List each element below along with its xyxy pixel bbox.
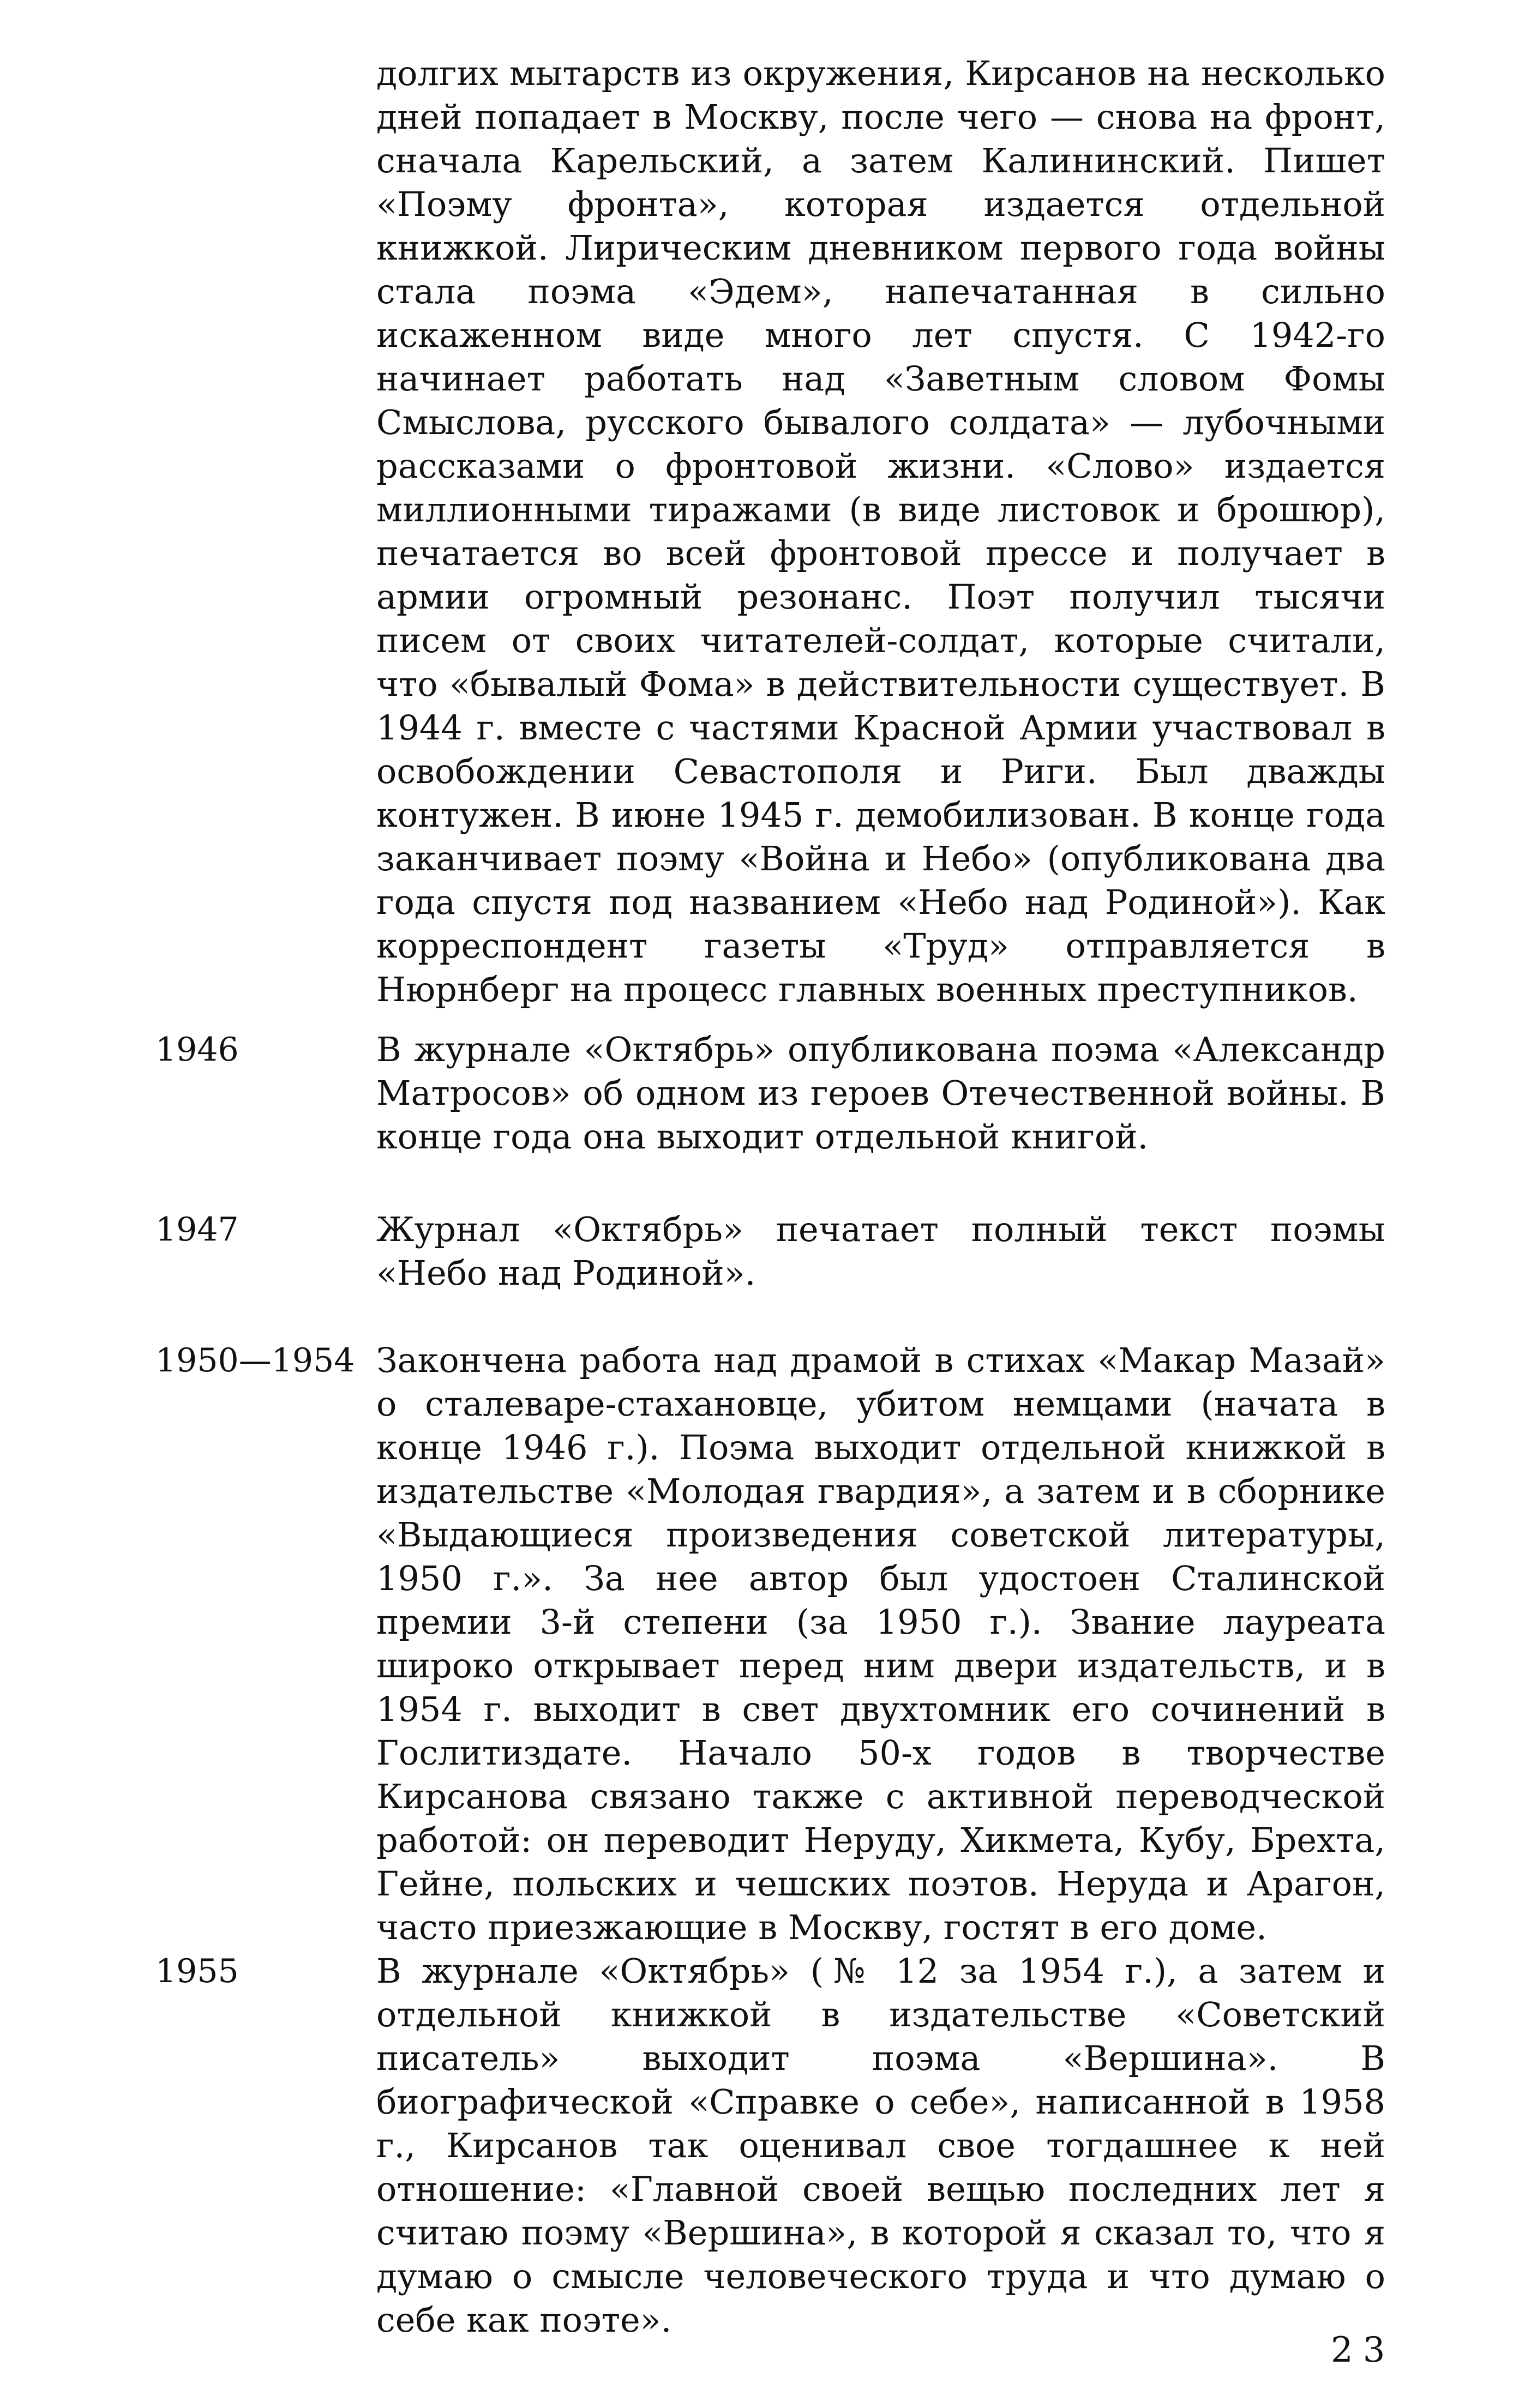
page-number: 23 (1331, 2330, 1395, 2370)
entry-text: В журнале «Октябрь» (№ 12 за 1954 г.), а затем и отдельной книжкой в издательстве «Советский писатель» выходит поэма «Вершина». В биографической «Справке о себе», написанной в 1958 г., Кирсанов так оценивал свое тогдашнее к ней отношение: «Главной своей вещью последних лет я считаю поэму «Вершина», в которой я сказал то, что я думаю о смысле человеческого труда и что думаю о себе как поэте». (376, 1951, 1385, 2340)
entry-year: 1946 (155, 1031, 239, 1069)
entry-year: 1955 (155, 1952, 239, 1990)
entry-text: В журнале «Октябрь» опубликована поэма «Александр Матросов» об одном из героев Отечественной войны. В конце года она выходит отдельной книгой. (376, 1030, 1385, 1157)
entry-text: Журнал «Октябрь» печатает полный текст поэмы «Небо над Родиной». (376, 1209, 1385, 1293)
intro-paragraph: долгих мытарств из окружения, Кирсанов на несколько дней попадает в Москву, после чего — снова на фронт, сначала Карельский, а затем Калининский. Пишет «Поэму фронта», которая издается отдельной книжкой. Лирическим дневником первого года войны стала поэма «Эдем», напечатанная в сильно искаженном виде много лет спустя. С 1942-го начинает работать над «Заветным словом Фомы Смыслова, русского бывалого солдата» — лубочными рассказами о фронтовой жизни. «Слово» издается миллионными тиражами (в виде листовок и брошюр), печатается во всей фронтовой прессе и получает в армии огромный резонанс. Поэт получил тысячи писем от своих читателей-солдат, которые считали, что «бывалый Фома» в действительности существует. В 1944 г. вместе с частями Красной Армии участвовал в освобождении Севастополя и Риги. Был дважды контужен. В июне 1945 г. демобилизован. В конце года заканчивает поэму «Война и Небо» (опубликована два года спустя под названием «Небо над Родиной»). Как корреспондент газеты «Труд» отправляется в Нюрнберг на процесс главных военных преступников. (376, 53, 1385, 1009)
entry-year: 1950—1954 (155, 1341, 355, 1380)
entry-year: 1947 (155, 1211, 239, 1249)
entry-text: Закончена работа над драмой в стихах «Макар Мазай» о сталеваре-стахановце, убитом немцами (начата в конце 1946 г.). Поэма выходит отдельной книжкой в издательстве «Молодая гвардия», а затем и в сборнике «Выдающиеся произведения советской литературы, 1950 г.». За нее автор был удостоен Сталинской премии 3-й степени (за 1950 г.). Звание лауреата широко открывает перед ним двери издательств, и в 1954 г. выходит в свет двухтомник его сочинений в Гослитиздате. Начало 50-х годов в творчестве Кирсанова связано также с активной переводческой работой: он переводит Неруду, Хикмета, Кубу, Брехта, Гейне, польских и чешских поэтов. Неруда и Арагон, часто приезжающие в Москву, гостят в его доме. (376, 1340, 1385, 1947)
